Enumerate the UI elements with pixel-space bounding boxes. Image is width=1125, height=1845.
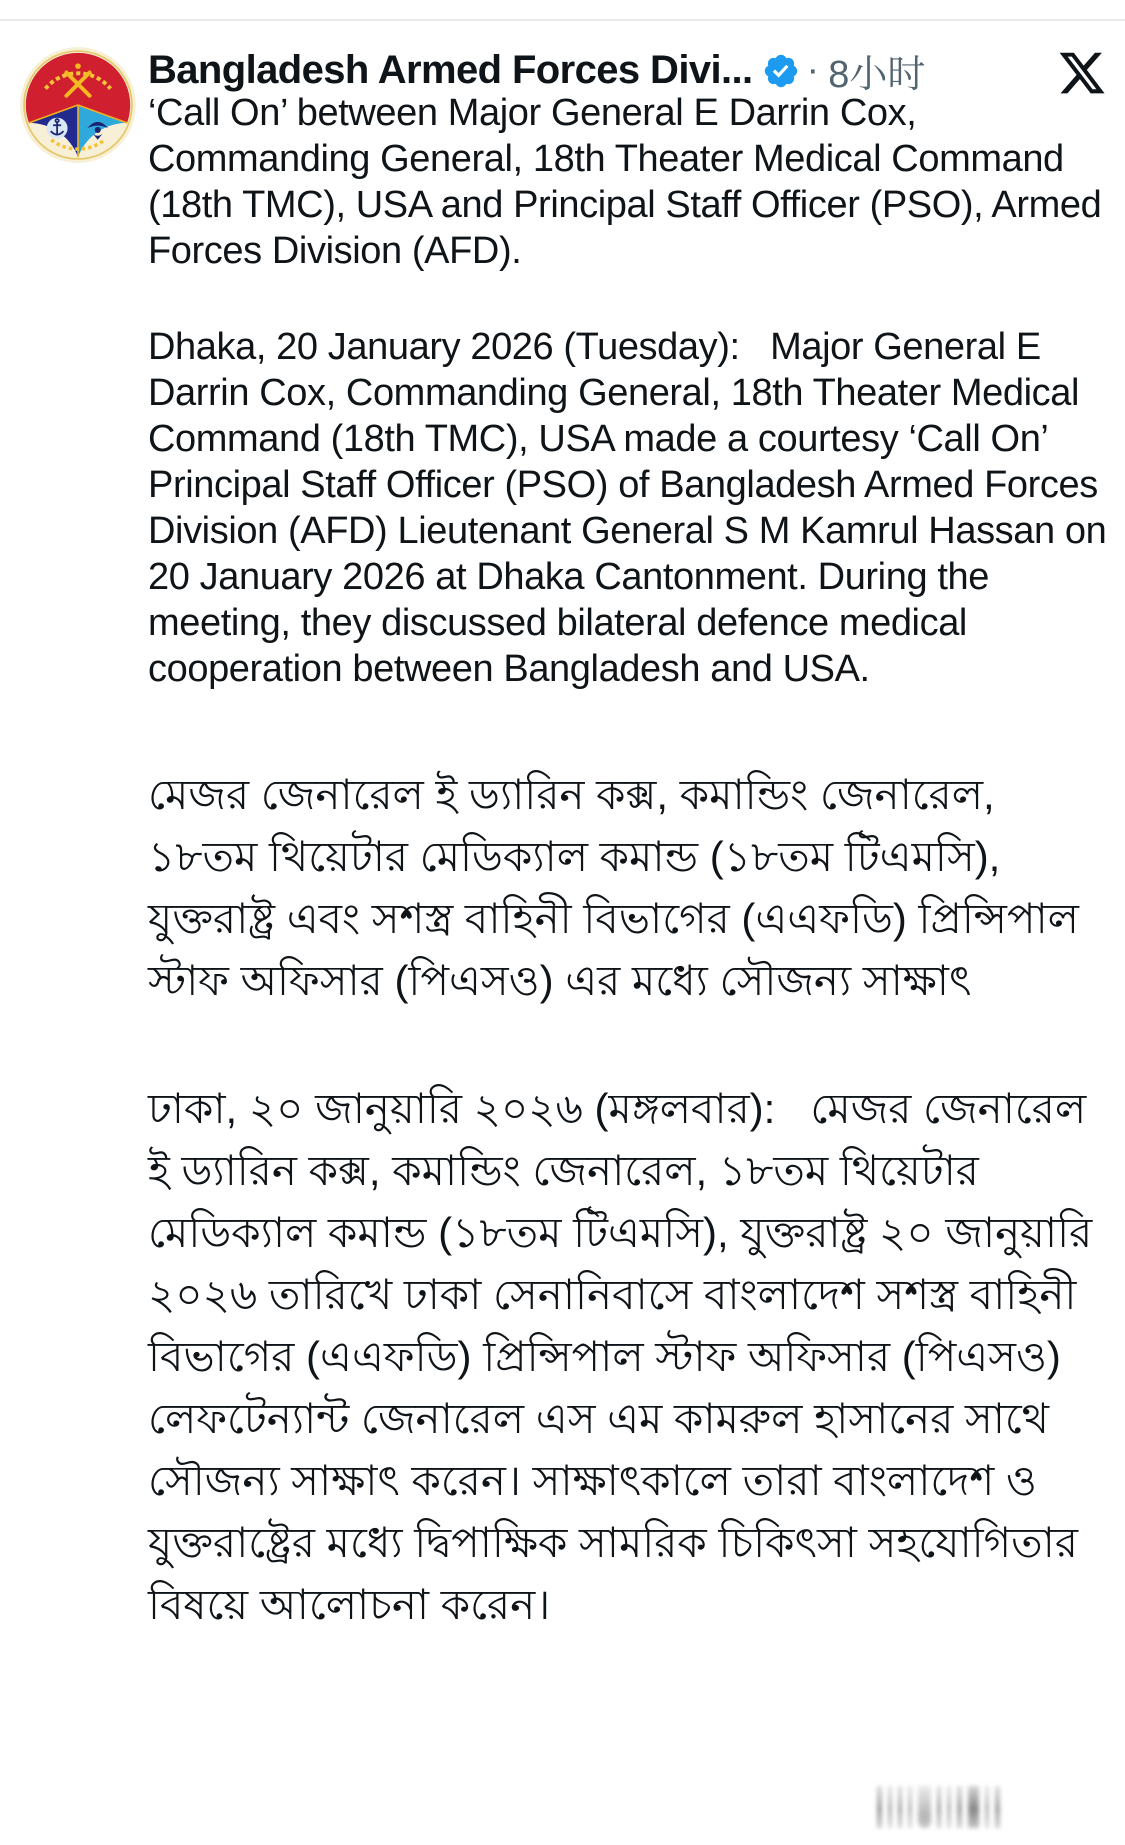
post-paragraph-en-2: Dhaka, 20 January 2026 (Tuesday): Major General E Darrin Cox, Commanding General, 18th Theater Medical Command (18th TMC), USA made a courtesy ‘Call On’ Principal Staff Officer (PSO) of Bangladesh Armed Forces Division (AFD) Lieutenant General S M Kamrul Hassan on 20 January 2026 at Dhaka Cantonment. During the meeting, they discussed bilateral defence medical cooperation between Bangladesh and USA. (148, 326, 1117, 690)
post-paragraph-bn-2: ঢাকা, ২০ জানুয়ারি ২০২৬ (মঙ্গলবার): মেজর জেনারেল ই ড্যারিন কক্স, কমান্ডিং জেনারেল, ১৮তম থিয়েটার মেডিক্যাল কমান্ড (১৮তম টিএমসি), যুক্তরাষ্ট্র ২০ জানুয়ারি ২০২৬ তারিখে ঢাকা সেনানিবাসে বাংলাদেশ সশস্ত্র বাহিনী বিভাগের (এএফডি) প্রিন্সিপাল স্টাফ অফিসার (পিএসও) লেফটেন্যান্ট জেনারেল এস এম কামরুল হাসানের সাথে সৌজন্য সাক্ষাৎ করেন। সাক্ষাৎকালে তারা বাংলাদেশ ও যুক্তরাষ্ট্রের মধ্যে দ্বিপাক্ষিক সামরিক চিকিৎসা সহযোগিতার বিষয়ে আলোচনা করেন। (148, 1085, 1104, 1628)
timestamp[interactable]: 8小时 (828, 53, 926, 96)
watermark (877, 1786, 1029, 1828)
dot-separator: · (806, 48, 820, 91)
profile-avatar[interactable] (20, 47, 136, 163)
verified-badge-icon (762, 52, 800, 90)
display-name[interactable]: Bangladesh Armed Forces Divi... (148, 47, 753, 92)
top-divider (0, 19, 1125, 21)
anchor-icon (47, 118, 68, 139)
post-paragraph-bn-1: মেজর জেনারেল ই ড্যারিন কক্স, কমান্ডিং জেনারেল, ১৮তম থিয়েটার মেডিক্যাল কমান্ড (১৮তম টিএমসি), যুক্তরাষ্ট্র এবং সশস্ত্র বাহিনী বিভাগের (এএফডি) প্রিন্সিপাল স্টাফ অফিসার (পিএসও) এর মধ্যে সৌজন্য সাক্ষাৎ (148, 771, 1091, 1004)
afd-emblem-icon (20, 47, 136, 163)
post-paragraph-en-1: ‘Call On’ between Major General E Darrin Cox, Commanding General, 18th Theater Medical Command (18th TMC), USA and Principal Staff Officer (PSO), Armed Forces Division (AFD). (148, 92, 1112, 272)
post-header (148, 44, 1035, 96)
post-body (148, 90, 1117, 1636)
